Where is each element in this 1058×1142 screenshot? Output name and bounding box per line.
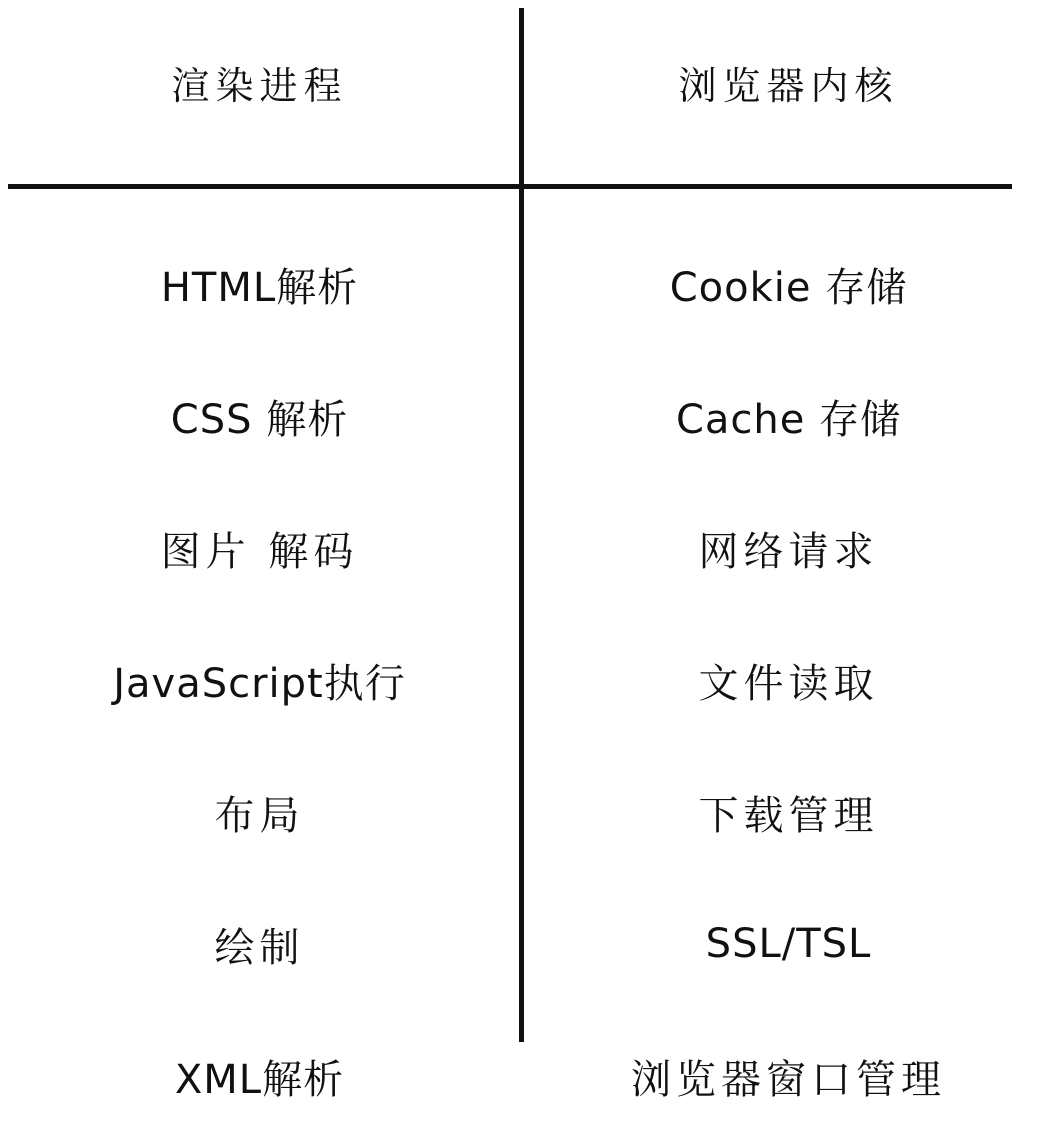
list-item: Cache 存储 bbox=[675, 396, 902, 443]
column-body-browser-kernel bbox=[519, 184, 1058, 1142]
list-item: JavaScript执行 bbox=[113, 660, 406, 707]
column-body-render-process bbox=[0, 184, 519, 1142]
list-item: 布局 bbox=[214, 792, 305, 839]
list-item: 绘制 bbox=[214, 924, 305, 971]
list-item: 浏览器窗口管理 bbox=[631, 1056, 946, 1103]
list-item: XML解析 bbox=[174, 1056, 345, 1103]
list-item: 文件读取 bbox=[698, 660, 879, 707]
list-item: 网络请求 bbox=[698, 528, 879, 575]
list-item: HTML解析 bbox=[160, 264, 359, 311]
list-item: CSS 解析 bbox=[170, 396, 349, 443]
list-item: Cookie 存储 bbox=[669, 264, 908, 311]
list-item: 下载管理 bbox=[698, 792, 879, 839]
vertical-divider bbox=[519, 8, 524, 1042]
header-underline-divider bbox=[8, 184, 1012, 189]
list-item: SSL/TSL bbox=[705, 921, 872, 967]
column-header-render-process: 渲染进程 bbox=[171, 63, 348, 108]
column-header-browser-kernel: 浏览器内核 bbox=[678, 63, 899, 108]
list-item: 图片 解码 bbox=[160, 528, 359, 575]
